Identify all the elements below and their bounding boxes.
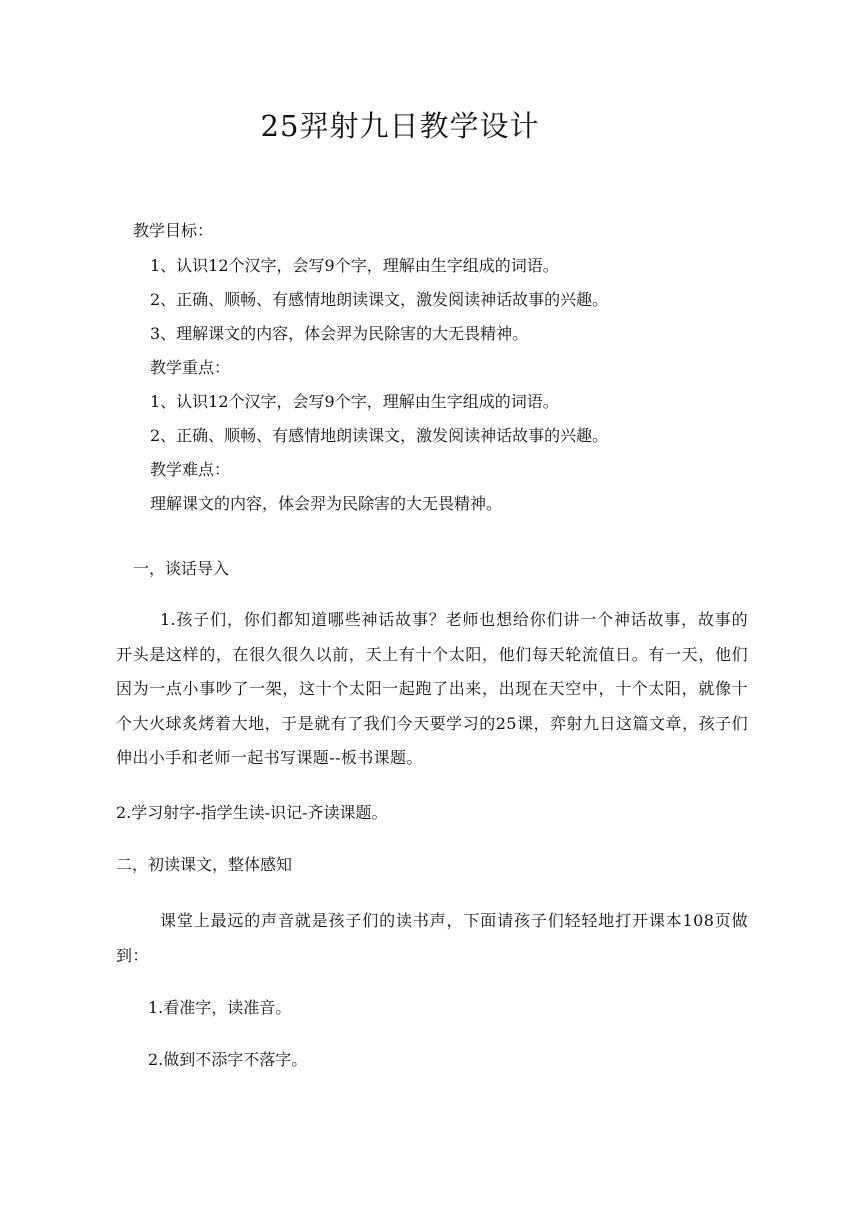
section2-paragraph: 课堂上最远的声音就是孩子们的读书声，下面请孩子们轻轻地打开课本108页做到： bbox=[116, 911, 748, 965]
section1-paragraph: 1.孩子们，你们都知道哪些神话故事？老师也想给你们讲一个神话故事，故事的开头是这样的，在很久很久以前，天上有十个太阳，他们每天轮流值日。有一天，他们因为一点小事吵了一架，这十个太阳一起跑了出来，出现在天空中，十个太阳，就像十个大火球炙烤着大地，于是就有了我们今天要学习的25课，弈射九日这篇文章，孩子们伸出小手和老师一起书写课题--板书课题。 bbox=[116, 610, 748, 767]
document-title: 25羿射九日教学设计 bbox=[260, 109, 540, 143]
key-point-item: 2、正确、顺畅、有感情地朗读课文，激发阅读神话故事的兴趣。 bbox=[150, 426, 609, 445]
difficulty-item: 理解课文的内容，体会羿为民除害的大无畏精神。 bbox=[150, 494, 503, 513]
objective-item: 3、理解课文的内容，体会羿为民除害的大无畏精神。 bbox=[150, 324, 529, 343]
section-heading-1: 一，谈话导入 bbox=[133, 559, 230, 578]
reading-requirement-item: 1.看准字，读准音。 bbox=[148, 998, 292, 1017]
objective-item: 1、认识12个汉字，会写9个字，理解由生字组成的词语。 bbox=[150, 256, 559, 275]
reading-requirement-item: 2.做到不添字不落字。 bbox=[148, 1050, 308, 1069]
section1-step2: 2.学习射字-指学生读-识记-齐读课题。 bbox=[116, 803, 388, 822]
difficulties-heading: 教学难点： bbox=[150, 460, 231, 479]
objectives-heading: 教学目标： bbox=[133, 221, 214, 240]
section-heading-2: 二，初读课文，整体感知 bbox=[116, 855, 293, 874]
objective-item: 2、正确、顺畅、有感情地朗读课文，激发阅读神话故事的兴趣。 bbox=[150, 290, 609, 309]
key-point-item: 1、认识12个汉字，会写9个字，理解由生字组成的词语。 bbox=[150, 392, 559, 411]
key-points-heading: 教学重点： bbox=[150, 358, 231, 377]
